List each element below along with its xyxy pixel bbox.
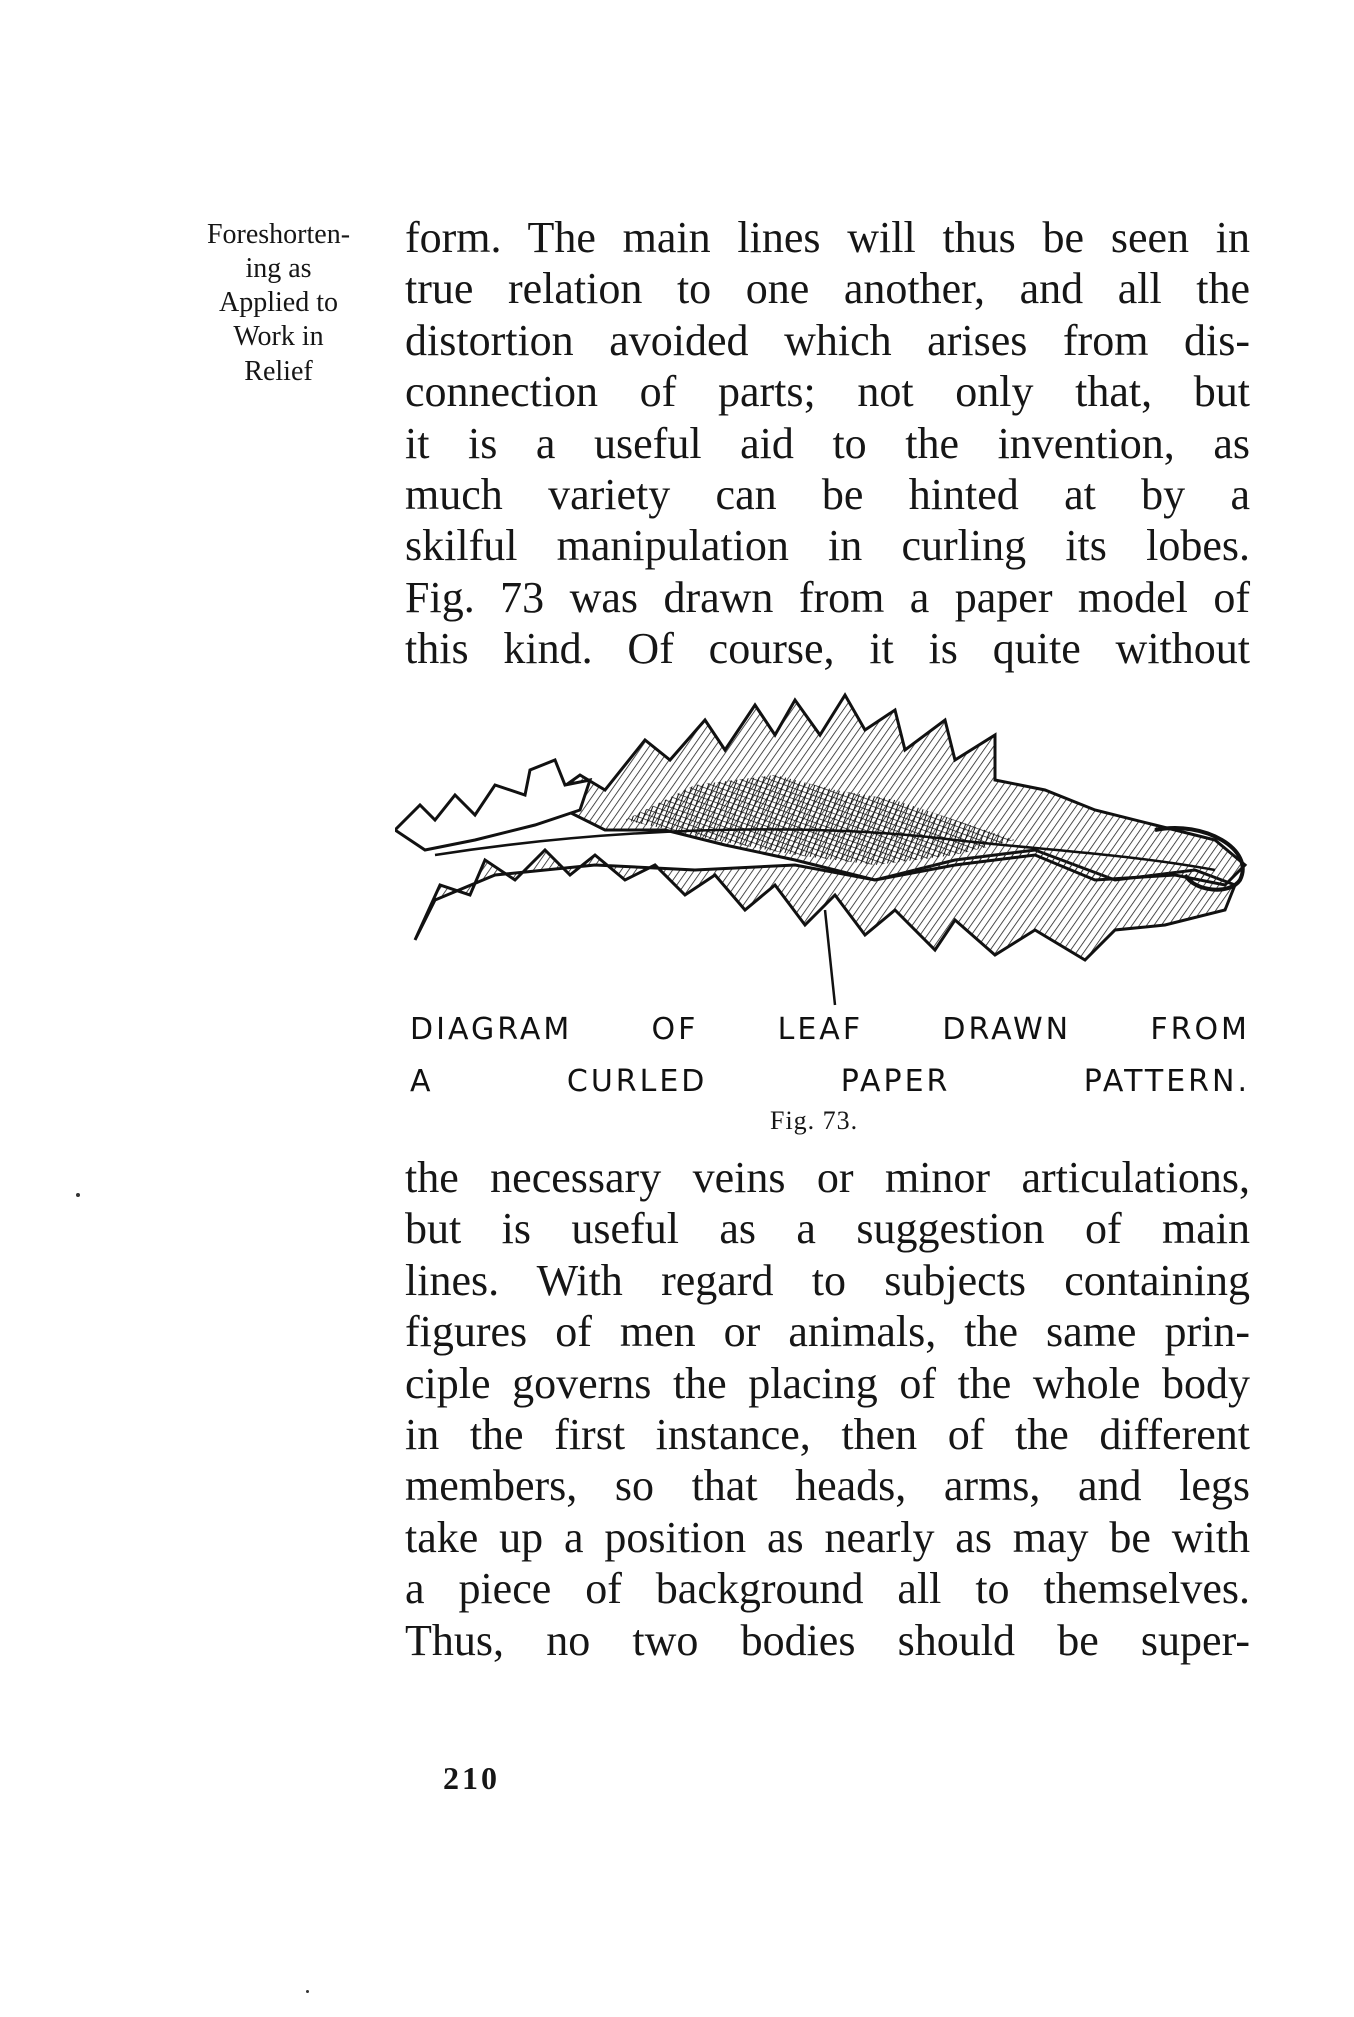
text-line: members, so that heads, arms, and legs	[405, 1461, 1250, 1511]
margin-note-line: ing as	[245, 253, 312, 285]
caption-word: PATTERN.	[1083, 1064, 1250, 1099]
caption-word: DIAGRAM	[410, 1012, 573, 1047]
text-line: in the first instance, then of the different	[405, 1410, 1250, 1460]
text-line: skilful manipulation in curling its lobes.	[405, 521, 1250, 571]
paper-speck	[76, 1193, 80, 1197]
text-line: lines. With regard to subjects containing	[405, 1255, 1250, 1305]
text-line: but is useful as a suggestion of main	[405, 1204, 1250, 1254]
figure-label: Fig. 73.	[770, 1106, 859, 1135]
caption-word: CURLED	[566, 1064, 708, 1099]
caption-word: LEAF	[777, 1012, 864, 1047]
leaf-stem	[825, 910, 835, 1005]
text-line: form. The main lines will thus be seen in	[405, 213, 1250, 262]
body-paragraph-2	[405, 1152, 1250, 1666]
text-line: distortion avoided which arises from dis-	[405, 315, 1250, 365]
text-line: true relation to one another, and all the	[405, 264, 1250, 314]
text-line: Fig. 73 was drawn from a paper model of	[405, 572, 1250, 622]
text-line: figures of men or animals, the same prin-	[405, 1307, 1250, 1357]
text-line: the necessary veins or minor articulations,	[405, 1153, 1250, 1202]
caption-word: A	[410, 1064, 434, 1099]
text-line: ciple governs the placing of the whole body	[405, 1358, 1250, 1408]
text-line: much variety can be hinted at by a	[405, 470, 1250, 520]
figure-caption-line-2	[410, 1064, 1250, 1099]
margin-note-line: Foreshorten-	[206, 219, 351, 250]
text-line: this kind. Of course, it is quite without	[405, 624, 1250, 674]
paper-speck	[306, 1990, 309, 1993]
figure-caption-line-1	[410, 1012, 1250, 1047]
caption-word: FROM	[1150, 1012, 1250, 1047]
caption-word: PAPER	[840, 1064, 951, 1099]
text-line: it is a useful aid to the invention, as	[405, 418, 1250, 468]
body-paragraph-1	[405, 212, 1250, 675]
leaf-small-lobes	[395, 760, 590, 850]
margin-note-line: Work in	[233, 321, 324, 353]
margin-note	[176, 218, 381, 389]
text-line: connection of parts; not only that, but	[405, 367, 1250, 417]
text-line: a piece of background all to themselves.	[405, 1564, 1250, 1614]
caption-word: OF	[651, 1012, 699, 1047]
text-line: take up a position as nearly as may be with	[405, 1512, 1250, 1562]
page-number: 210	[443, 1760, 500, 1796]
margin-note-line: Relief	[244, 355, 313, 387]
leaf-illustration	[395, 680, 1265, 1010]
caption-word: DRAWN	[942, 1012, 1072, 1047]
margin-note-line: Applied to	[219, 287, 338, 319]
text-line: Thus, no two bodies should be super-	[405, 1615, 1250, 1665]
